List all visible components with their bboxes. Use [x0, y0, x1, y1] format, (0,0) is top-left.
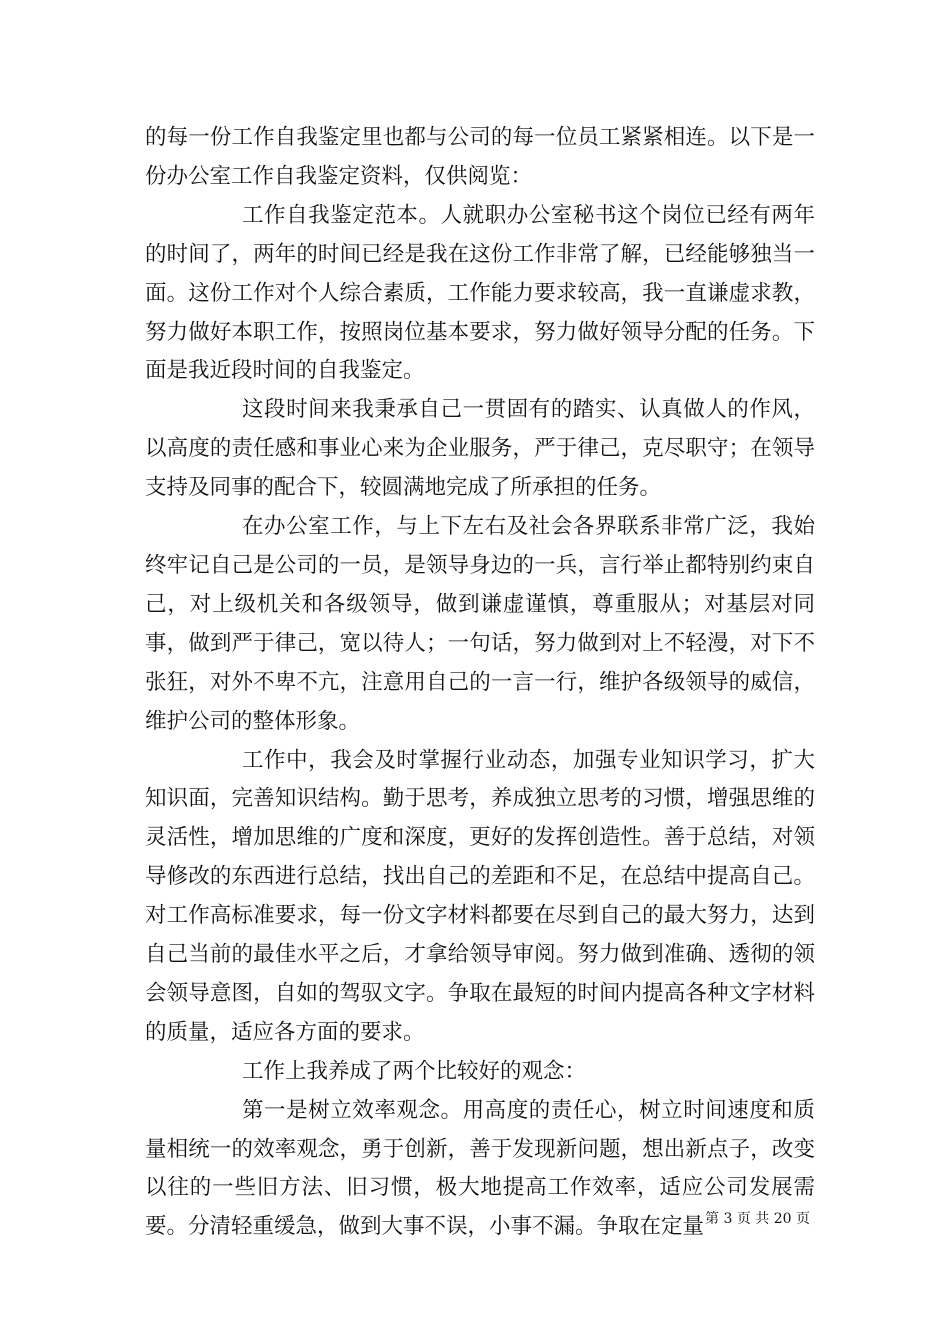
paragraph-1: 的每一份工作自我鉴定里也都与公司的每一位员工紧紧相连。以下是一份办公室工作自我鉴定资料，仅供阅览： [145, 125, 815, 189]
document-body [145, 119, 815, 1247]
paragraph-6: 工作上我养成了两个比较好的观念： [242, 1058, 587, 1084]
paragraph-5: 工作中，我会及时掌握行业动态，加强专业知识学习，扩大知识面，完善知识结构。勤于思考，养成独立思考的习惯，增强思维的灵活性，增加思维的广度和深度，更好的发挥创造性。善于总结，对领导修改的东西进行总结，找出自己的差距和不足，在总结中提高自己。对工作高标准要求，每一份文字材料都要在尽到自己的最大努力，达到自己当前的最佳水平之后，才拿给领导审阅。努力做到准确、透彻的领会领导意图，自如的驾驭文字。争取在最短的时间内提高各种文字材料的质量，适应各方面的要求。 [145, 747, 815, 1045]
paragraph-2: 工作自我鉴定范本。人就职办公室秘书这个岗位已经有两年的时间了，两年的时间已经是我在这份工作非常了解，已经能够独当一面。这份工作对个人综合素质，工作能力要求较高，我一直谦虚求教，努力做好本职工作，按照岗位基本要求，努力做好领导分配的任务。下面是我近段时间的自我鉴定。 [145, 202, 815, 384]
paragraph-3: 这段时间来我秉承自己一贯固有的踏实、认真做人的作风，以高度的责任感和事业心来为企业服务，严于律己，克尽职守；在领导支持及同事的配合下，较圆满地完成了所承担的任务。 [145, 397, 815, 501]
paragraph-4: 在办公室工作，与上下左右及社会各界联系非常广泛，我始终牢记自己是公司的一员，是领导身边的一兵，言行举止都特别约束自己，对上级机关和各级领导，做到谦虚谨慎，尊重服从；对基层对同事，做到严于律己，宽以待人；一句话，努力做到对上不轻漫，对下不张狂，对外不卑不亢，注意用自己的一言一行，维护各级领导的威信，维护公司的整体形象。 [145, 514, 815, 734]
page-number-footer: 第 3 页 共 20 页 [705, 1211, 810, 1227]
paragraph-7: 第一是树立效率观念。用高度的责任心，树立时间速度和质量相统一的效率观念，勇于创新，善于发现新问题，想出新点子，改变以往的一些旧方法、旧习惯，极大地提高工作效率，适应公司发展需要。分清轻重缓急，做到大事不误，小事不漏。争取在定量 [145, 1097, 815, 1240]
